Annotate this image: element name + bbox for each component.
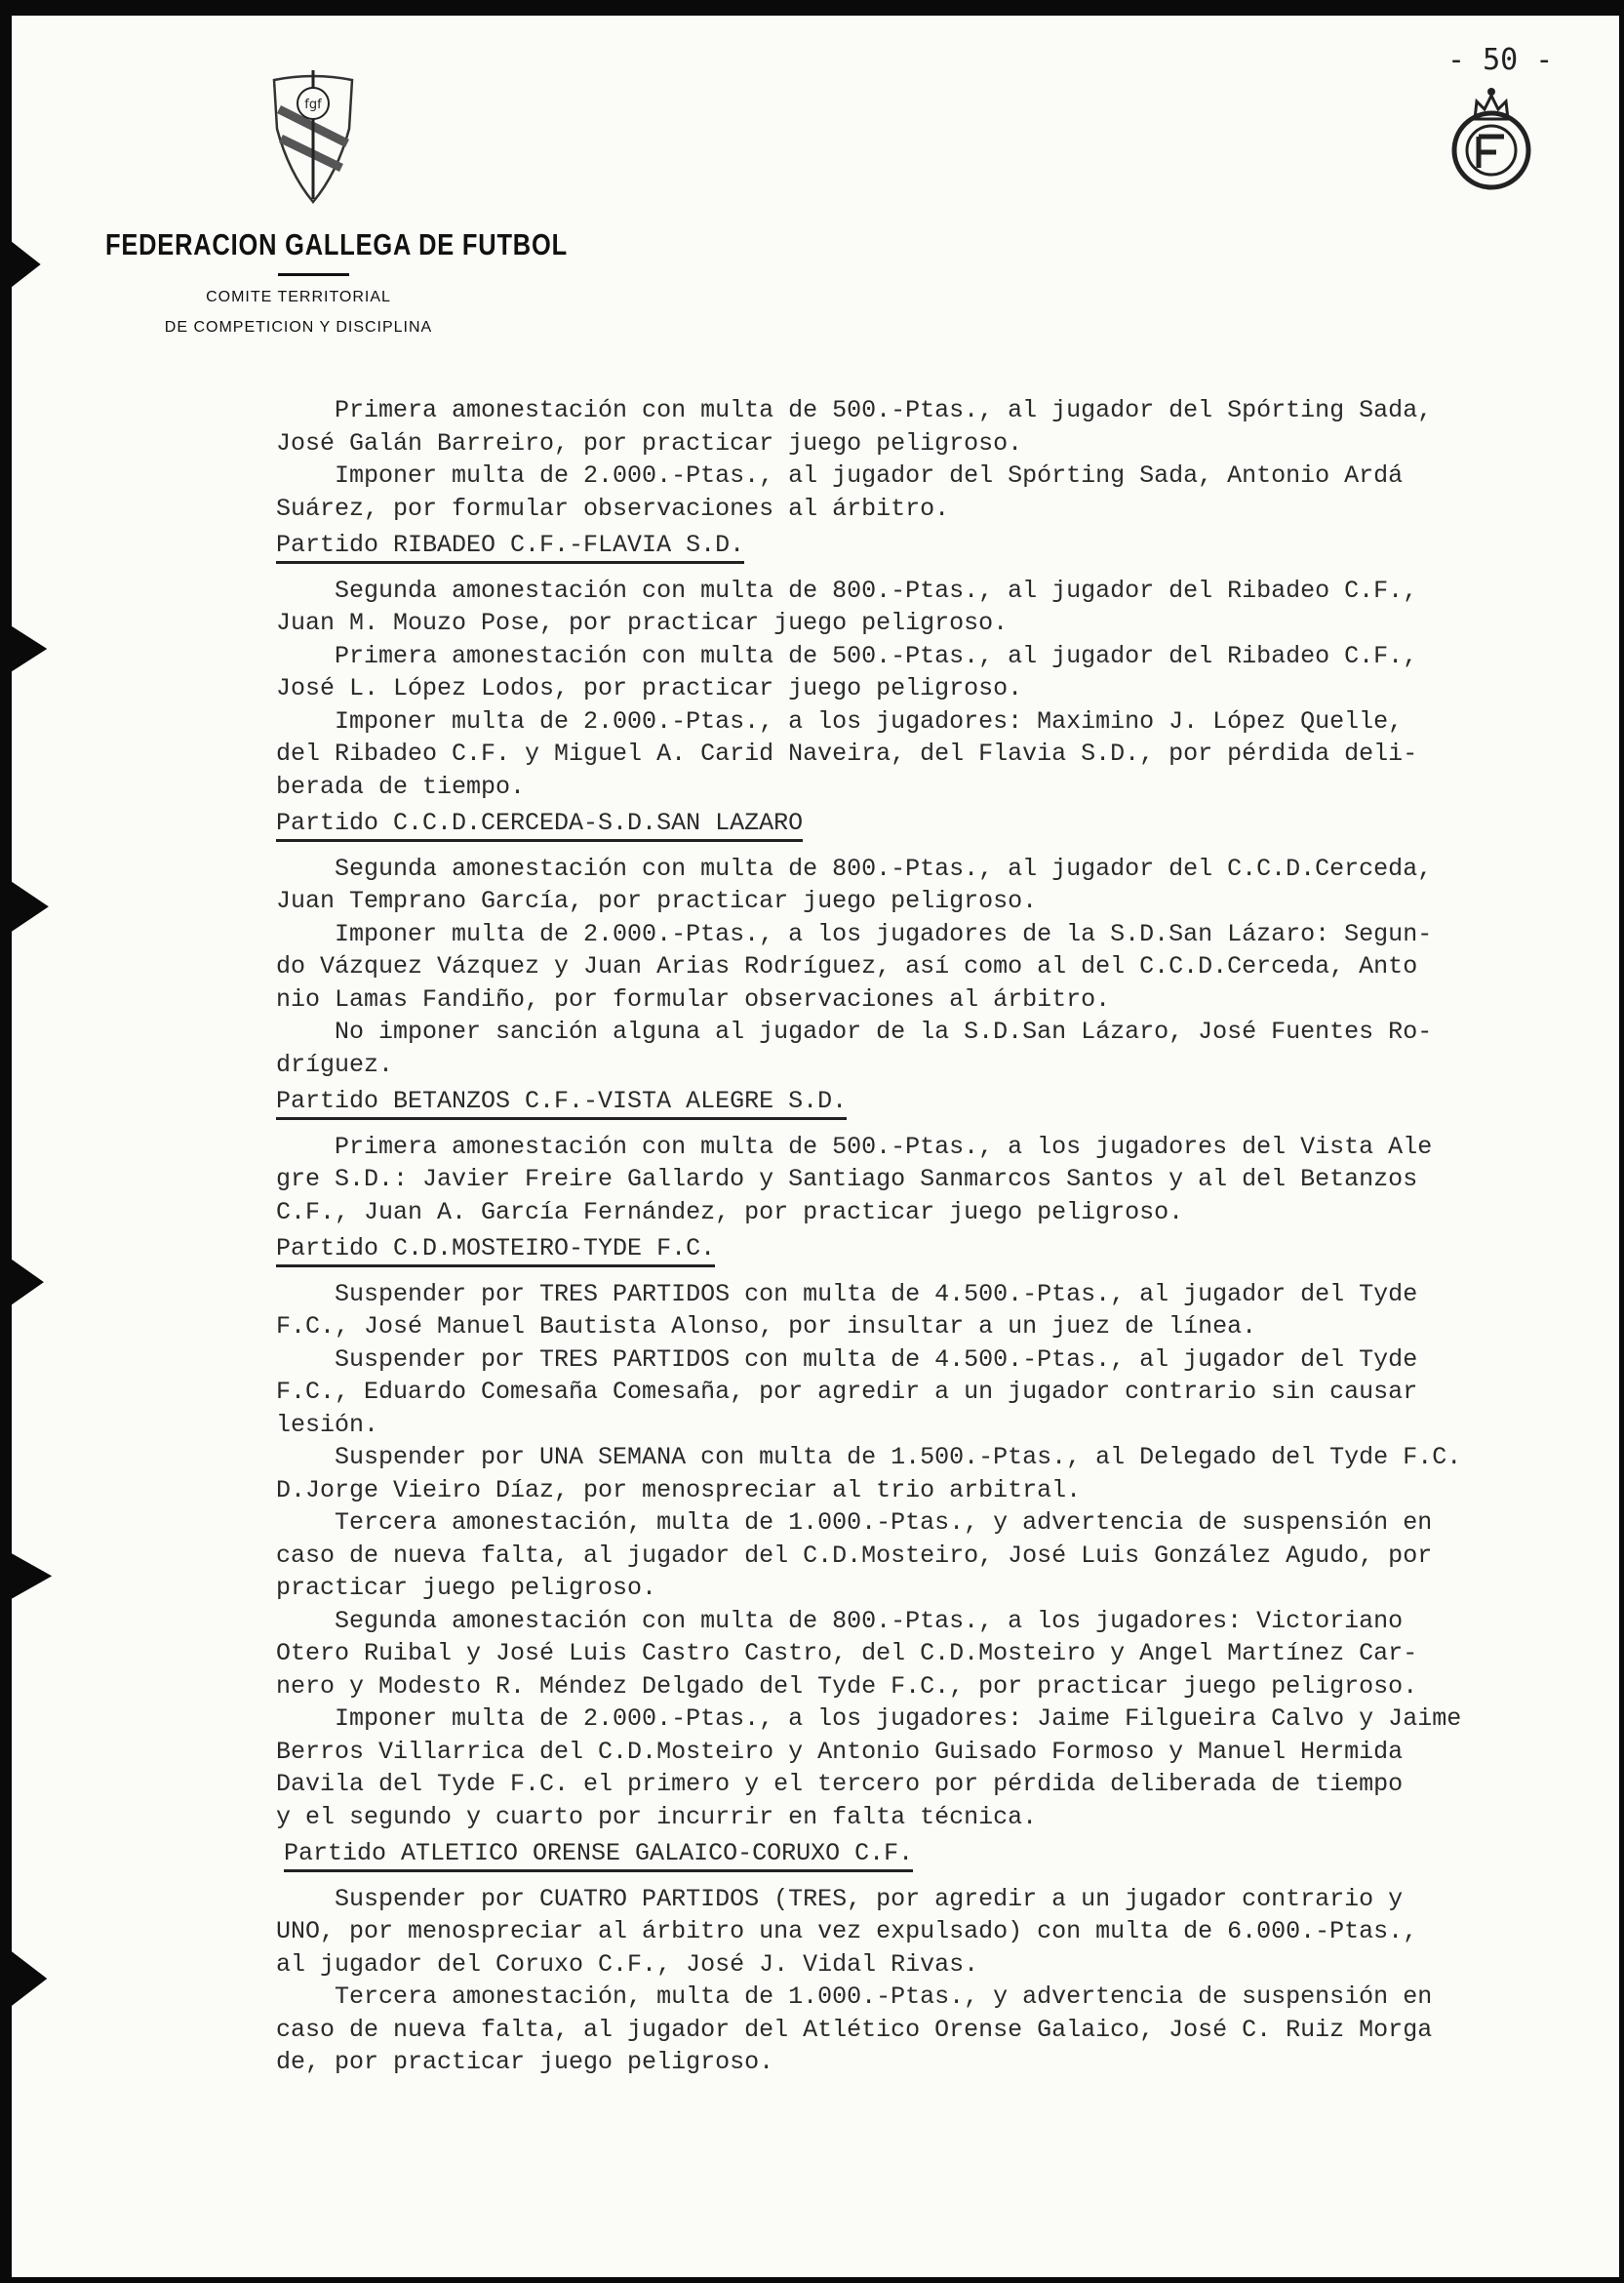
text-line: Suárez, por formular observaciones al árbitro. (276, 494, 950, 523)
match-heading: Partido BETANZOS C.F.-VISTA ALEGRE S.D. (276, 1081, 1564, 1131)
text-line: Segunda amonestación con multa de 800.-Ptas., al jugador del Ribadeo C.F., (276, 576, 1418, 605)
text-line: Suspender por CUATRO PARTIDOS (TRES, por agredir a un jugador contrario y (276, 1884, 1404, 1913)
paragraph (276, 640, 1564, 705)
text-line: José Galán Barreiro, por practicar juego peligroso. (276, 428, 1023, 458)
text-line: y el segundo y cuarto por incurrir en falta técnica. (276, 1802, 1038, 1831)
text-line: Primera amonestación con multa de 500.-Ptas., a los jugadores del Vista Ale (276, 1132, 1433, 1161)
paragraph (276, 1702, 1564, 1833)
text-line: del Ribadeo C.F. y Miguel A. Carid Naveira, del Flavia S.D., por pérdida deli- (276, 740, 1418, 768)
paragraph (276, 853, 1564, 918)
text-line: Davila del Tyde F.C. el primero y el tercero por pérdida deliberada de tiempo (276, 1770, 1404, 1798)
text-line: Berros Villarrica del C.D.Mosteiro y Antonio Guisado Formoso y Manuel Hermida (276, 1737, 1404, 1766)
committee-line-1: COMITE TERRITORIAL (206, 289, 391, 305)
paragraph (276, 1883, 1564, 1982)
text-line: Tercera amonestación, multa de 1.000.-Ptas., y advertencia de suspensión en (276, 1983, 1433, 2011)
match-heading: Partido C.D.MOSTEIRO-TYDE F.C. (276, 1228, 1564, 1278)
text-line: dríguez. (276, 1050, 394, 1079)
text-line: F.C., José Manuel Bautista Alonso, por insultar a un juez de línea. (276, 1312, 1257, 1341)
text-line: Tercera amonestación, multa de 1.000.-Ptas., y advertencia de suspensión en (276, 1508, 1433, 1537)
paragraph (276, 460, 1564, 525)
paragraph (276, 575, 1564, 640)
text-line: Segunda amonestación con multa de 800.-Ptas., a los jugadores: Victoriano (276, 1606, 1404, 1635)
text-line: Segunda amonestación con multa de 800.-Ptas., al jugador del C.C.D.Cerceda, (276, 854, 1433, 883)
document-body (276, 394, 1564, 2079)
text-line: UNO, por menospreciar al árbitro una vez expulsado) con multa de 6.000.-Ptas., (276, 1917, 1418, 1945)
paragraph (276, 1441, 1564, 1506)
text-line: Imponer multa de 2.000.-Ptas., a los jugadores: Maximino J. López Quelle, (276, 706, 1404, 736)
page-number: - 50 - (1447, 43, 1554, 77)
text-line: de, por practicar juego peligroso. (276, 2048, 774, 2076)
text-line: berada de tiempo. (276, 772, 526, 801)
text-line: C.F., Juan A. García Fernández, por practicar juego peligroso. (276, 1197, 1184, 1226)
text-line: Primera amonestación con multa de 500.-Ptas., al jugador del Spórting Sada, (276, 396, 1433, 424)
match-heading: Partido RIBADEO C.F.-FLAVIA S.D. (276, 525, 1564, 575)
text-line: F.C., Eduardo Comesaña Comesaña, por agredir a un jugador contrario sin causar (276, 1378, 1418, 1406)
paragraph (276, 1981, 1564, 2079)
text-line: Juan Temprano García, por practicar juego peligroso. (276, 887, 1038, 915)
text-line: Suspender por TRES PARTIDOS con multa de 4.500.-Ptas., al jugador del Tyde (276, 1344, 1418, 1374)
text-line: Imponer multa de 2.000.-Ptas., a los jugadores: Jaime Filgueira Calvo y Jaime (276, 1704, 1462, 1733)
paragraph (276, 1605, 1564, 1703)
text-line: practicar juego peligroso. (276, 1574, 657, 1602)
paragraph (276, 1016, 1564, 1081)
text-line: José L. López Lodos, por practicar juego peligroso. (276, 674, 1023, 702)
text-line: lesión. (276, 1410, 379, 1439)
text-line: No imponer sanción alguna al jugador de la S.D.San Lázaro, José Fuentes Ro- (276, 1018, 1433, 1046)
match-heading: Partido ATLETICO ORENSE GALAICO-CORUXO C.F. (276, 1833, 1564, 1883)
text-line: D.Jorge Vieiro Díaz, por menospreciar al trio arbitral. (276, 1475, 1082, 1504)
header-divider (278, 273, 349, 276)
text-line: do Vázquez Vázquez y Juan Arias Rodríguez, así como al del C.C.D.Cerceda, Anto (276, 952, 1418, 981)
paragraph (276, 1343, 1564, 1442)
paragraph (276, 705, 1564, 804)
text-line: Suspender por TRES PARTIDOS con multa de 4.500.-Ptas., al jugador del Tyde (276, 1279, 1418, 1308)
svg-text:fgf: fgf (304, 98, 322, 112)
text-line: Imponer multa de 2.000.-Ptas., a los jugadores de la S.D.San Lázaro: Segun- (276, 919, 1433, 948)
text-line: caso de nueva falta, al jugador del C.D.Mosteiro, José Luis González Agudo, por (276, 1541, 1433, 1570)
text-line: Otero Ruibal y José Luis Castro Castro, del C.D.Mosteiro y Angel Martínez Car- (276, 1639, 1418, 1667)
paragraph (276, 1278, 1564, 1343)
paragraph (276, 1131, 1564, 1229)
text-line: nio Lamas Fandiño, por formular observaciones al árbitro. (276, 984, 1111, 1014)
paragraph (276, 394, 1564, 460)
organization-name: FEDERACION GALLEGA DE FUTBOL (105, 227, 568, 261)
text-line: Imponer multa de 2.000.-Ptas., al jugador del Spórting Sada, Antonio Ardá (276, 461, 1404, 490)
paragraph (276, 1506, 1564, 1605)
fgf-shield-logo (269, 70, 357, 207)
text-line: Primera amonestación con multa de 500.-Ptas., al jugador del Ribadeo C.F., (276, 641, 1418, 670)
committee-line-2: DE COMPETICION Y DISCIPLINA (164, 319, 433, 336)
text-line: Suspender por UNA SEMANA con multa de 1.500.-Ptas., al Delegado del Tyde F.C. (276, 1443, 1462, 1471)
match-heading: Partido C.C.D.CERCEDA-S.D.SAN LAZARO (276, 803, 1564, 853)
text-line: gre S.D.: Javier Freire Gallardo y Santiago Sanmarcos Santos y al del Betanzos (276, 1165, 1418, 1193)
paragraph (276, 918, 1564, 1017)
text-line: al jugador del Coruxo C.F., José J. Vidal Rivas. (276, 1949, 979, 1979)
text-line: caso de nueva falta, al jugador del Atlético Orense Galaico, José C. Ruiz Morga (276, 2015, 1433, 2044)
text-line: Juan M. Mouzo Pose, por practicar juego peligroso. (276, 609, 1009, 637)
crown-crest-logo (1447, 80, 1535, 193)
text-line: nero y Modesto R. Méndez Delgado del Tyde F.C., por practicar juego peligroso. (276, 1671, 1418, 1701)
